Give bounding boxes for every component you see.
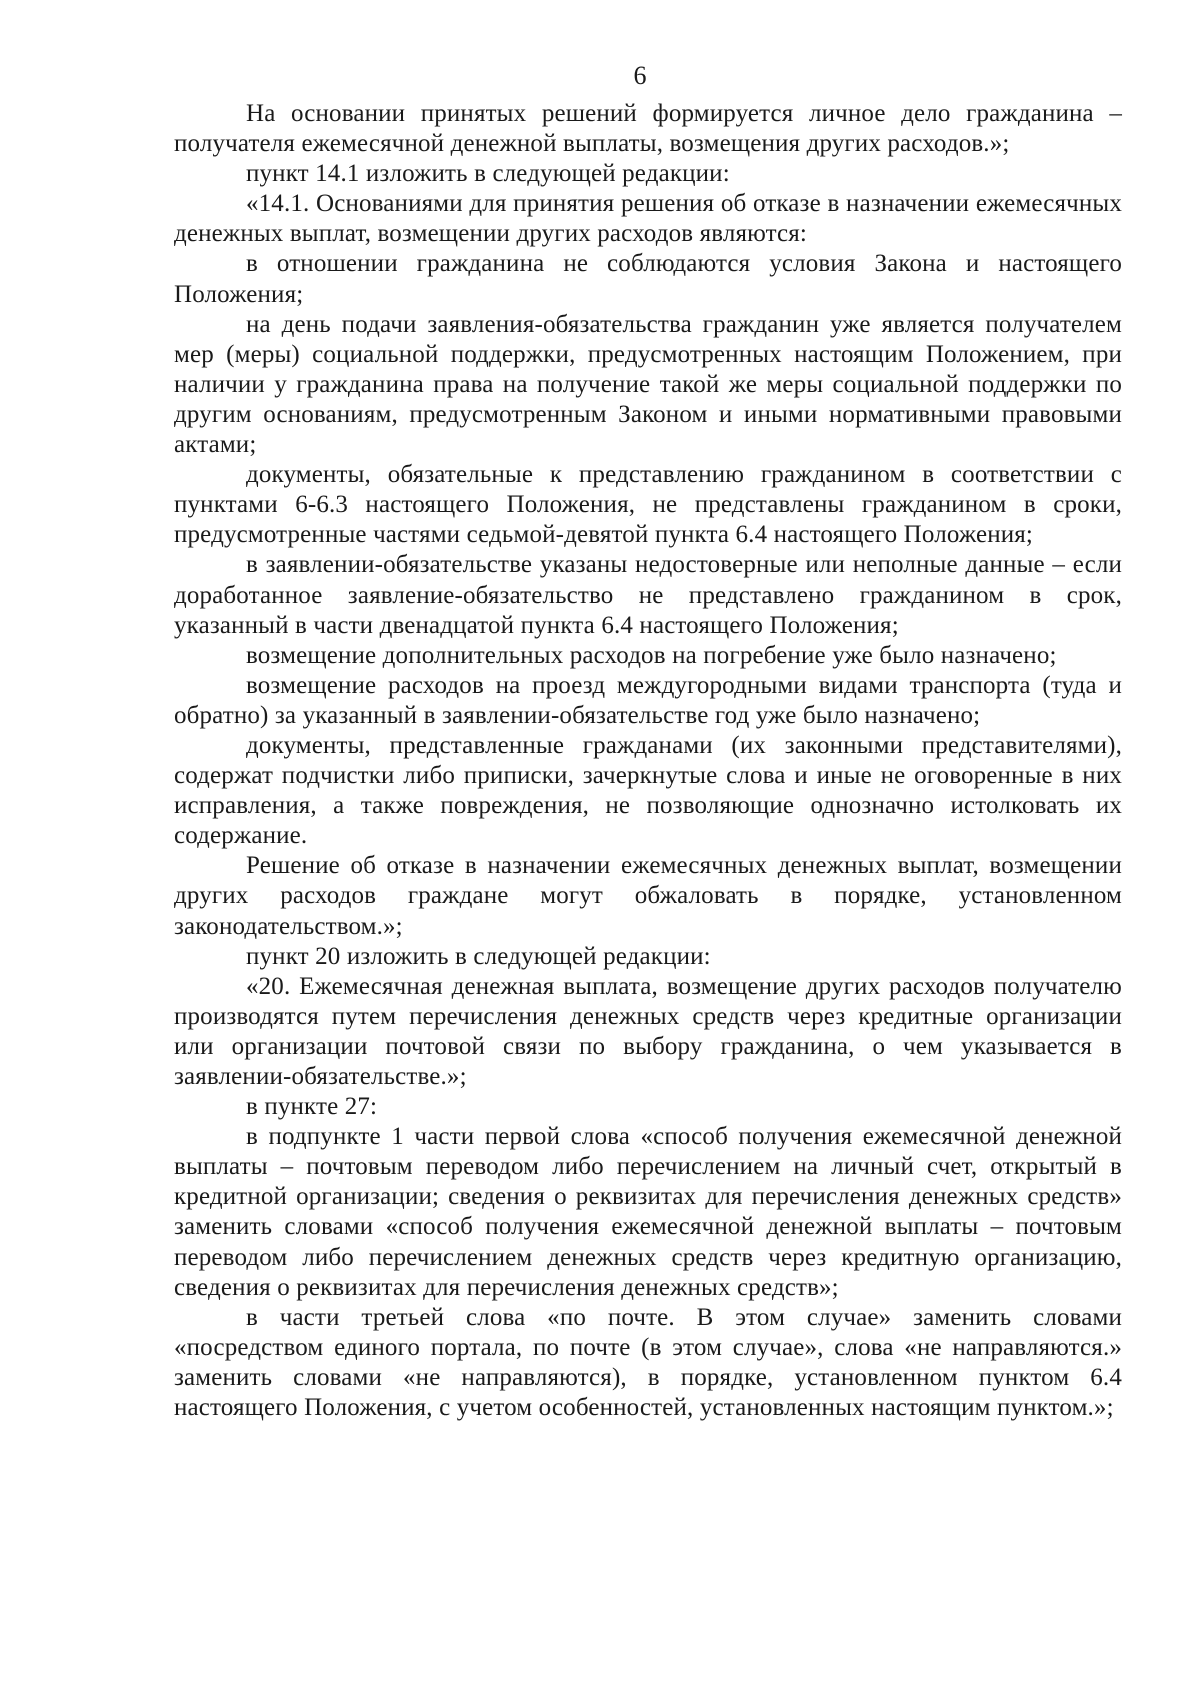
paragraph: в подпункте 1 части первой слова «способ получения ежемесячной денежной выплаты – почтовым переводом либо перечислением на личный счет, открытый в кредитной организации; сведения о реквизитах для перечисления денежных средств» заменить словами «способ получения ежемесячной денежной выплаты – почтовым переводом либо перечислением денежных средств через кредитную организацию, сведения о реквизитах для перечисления денежных средств»;	[174, 1123, 1122, 1301]
paragraph: возмещение дополнительных расходов на погребение уже было назначено;	[246, 641, 1057, 669]
document-body	[174, 99, 1122, 1423]
paragraph: «14.1. Основаниями для принятия решения об отказе в назначении ежемесячных денежных выплат, возмещении других расходов являются:	[174, 190, 1122, 248]
paragraph: пункт 14.1 изложить в следующей редакции:	[246, 160, 730, 188]
paragraph: «20. Ежемесячная денежная выплата, возмещение других расходов получателю производятся путем перечисления денежных средств через кредитные организации или организации почтовой связи по выбору гражданина, о чем указывается в заявлении-обязательстве.»;	[174, 972, 1122, 1090]
paragraph: На основании принятых решений формируется личное дело гражданина – получателя ежемесячной денежной выплаты, возмещения других расходов.»;	[174, 100, 1122, 158]
paragraph: в части третьей слова «по почте. В этом случае» заменить словами «посредством единого портала, по почте (в этом случае», слова «не направляются.» заменить словами «не направляются), в порядке, установленном пунктом 6.4 настоящего Положения, с учетом особенностей, установленных настоящим пунктом.»;	[174, 1303, 1122, 1422]
page-number: 6	[633, 61, 647, 90]
paragraph: на день подачи заявления-обязательства гражданин уже является получателем мер (меры) социальной поддержки, предусмотренных настоящим Положением, при наличии у гражданина права на получение такой же меры социальной поддержки по другим основаниям, предусмотренным Законом и иными нормативными правовыми актами;	[174, 310, 1122, 459]
paragraph: возмещение расходов на проезд междугородными видами транспорта (туда и обратно) за указанный в заявлении-обязательстве год уже было назначено;	[174, 671, 1122, 729]
paragraph: документы, обязательные к представлению гражданином в соответствии с пунктами 6-6.3 настоящего Положения, не представлены гражданином в сроки, предусмотренные частями седьмой-девятой пункта 6.4 настоящего Положения;	[174, 461, 1122, 549]
paragraph: в заявлении-обязательстве указаны недостоверные или неполные данные – если доработанное заявление-обязательство не представлено гражданином в срок, указанный в части двенадцатой пункта 6.4 настоящего Положения;	[174, 551, 1122, 639]
paragraph: Решение об отказе в назначении ежемесячных денежных выплат, возмещении других расходов граждане могут обжаловать в порядке, установленном законодательством.»;	[174, 852, 1122, 940]
paragraph: в отношении гражданина не соблюдаются условия Закона и настоящего Положения;	[174, 250, 1122, 308]
paragraph: в пункте 27:	[246, 1093, 378, 1121]
paragraph: документы, представленные гражданами (их законными представителями), содержат подчистки либо приписки, зачеркнутые слова и иные не оговоренные в них исправления, а также повреждения, не позволяющие однозначно истолковать их содержание.	[174, 731, 1122, 850]
paragraph: пункт 20 изложить в следующей редакции:	[246, 942, 711, 970]
